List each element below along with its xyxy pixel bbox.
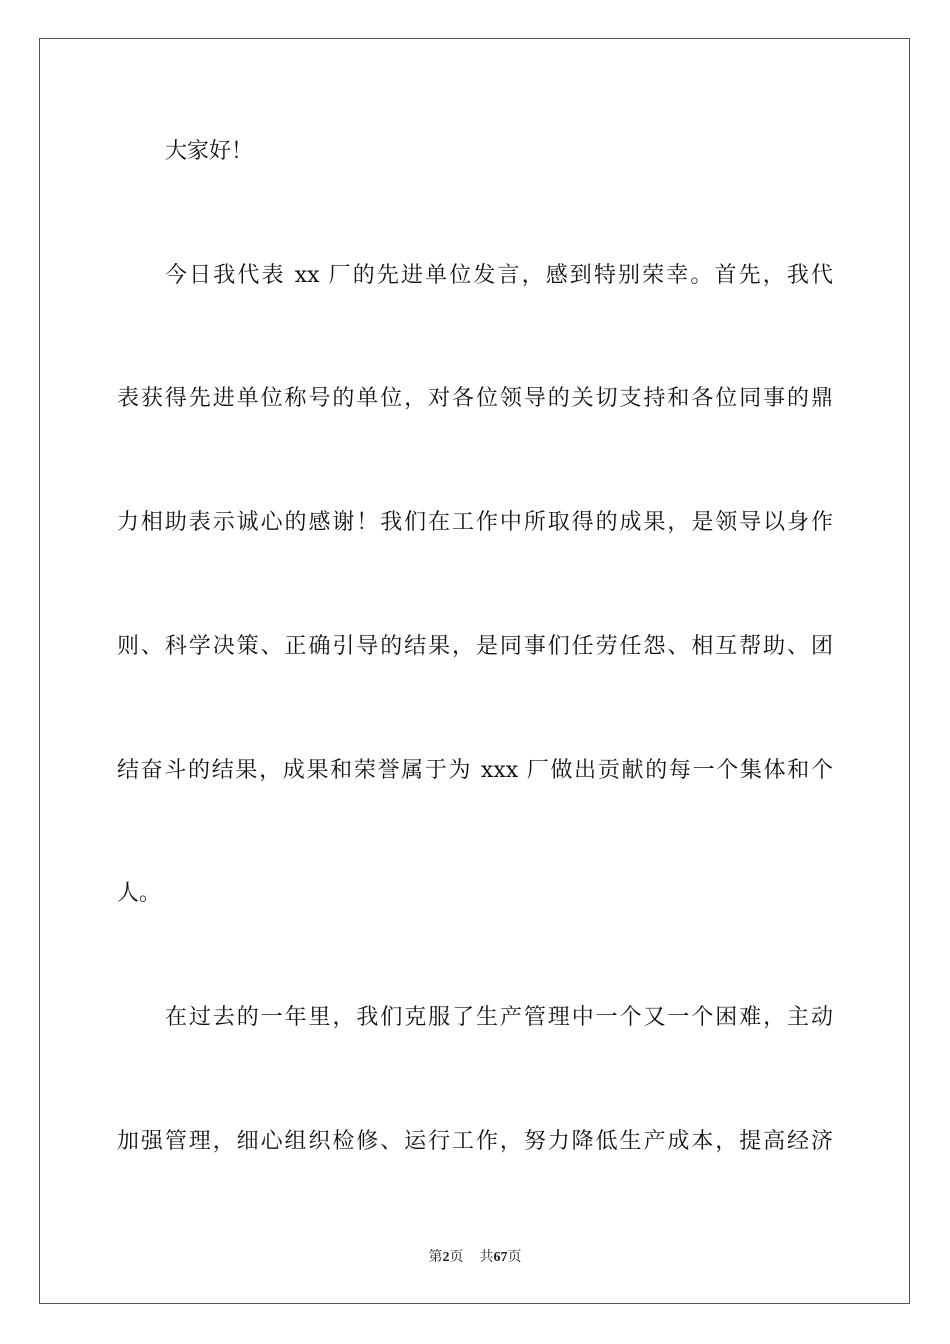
paragraph-line: 则、科学决策、正确引导的结果，是同事们任劳任怨、相互帮助、团 xyxy=(117,634,833,659)
paragraph-line: 今日我代表 xx 厂的先进单位发言，感到特别荣幸。首先，我代 xyxy=(165,263,833,288)
paragraph-line: 加强管理，细心组织检修、运行工作，努力降低生产成本，提高经济 xyxy=(117,1129,833,1154)
page-prefix: 第 xyxy=(428,1249,443,1265)
paragraph-line: 人。 xyxy=(117,881,162,906)
page-footer xyxy=(0,1248,950,1267)
paragraph-line: 表获得先进单位称号的单位，对各位领导的关切支持和各位同事的鼎 xyxy=(117,386,833,411)
paragraph-line: 力相助表示诚心的感谢！我们在工作中所取得的成果，是领导以身作 xyxy=(117,510,833,535)
paragraph-line: 结奋斗的结果，成果和荣誉属于为 xxx 厂做出贡献的每一个集体和个 xyxy=(117,758,833,783)
total-prefix: 共 xyxy=(479,1249,494,1265)
paragraph-line: 在过去的一年里，我们克服了生产管理中一个又一个困难，主动 xyxy=(165,1005,833,1030)
page-frame xyxy=(39,38,910,1304)
page-number: 2 xyxy=(442,1250,450,1265)
page-suffix: 页 xyxy=(449,1249,464,1265)
total-pages: 67 xyxy=(493,1250,508,1265)
total-suffix: 页 xyxy=(507,1249,522,1265)
greeting-line: 大家好！ xyxy=(165,139,254,164)
